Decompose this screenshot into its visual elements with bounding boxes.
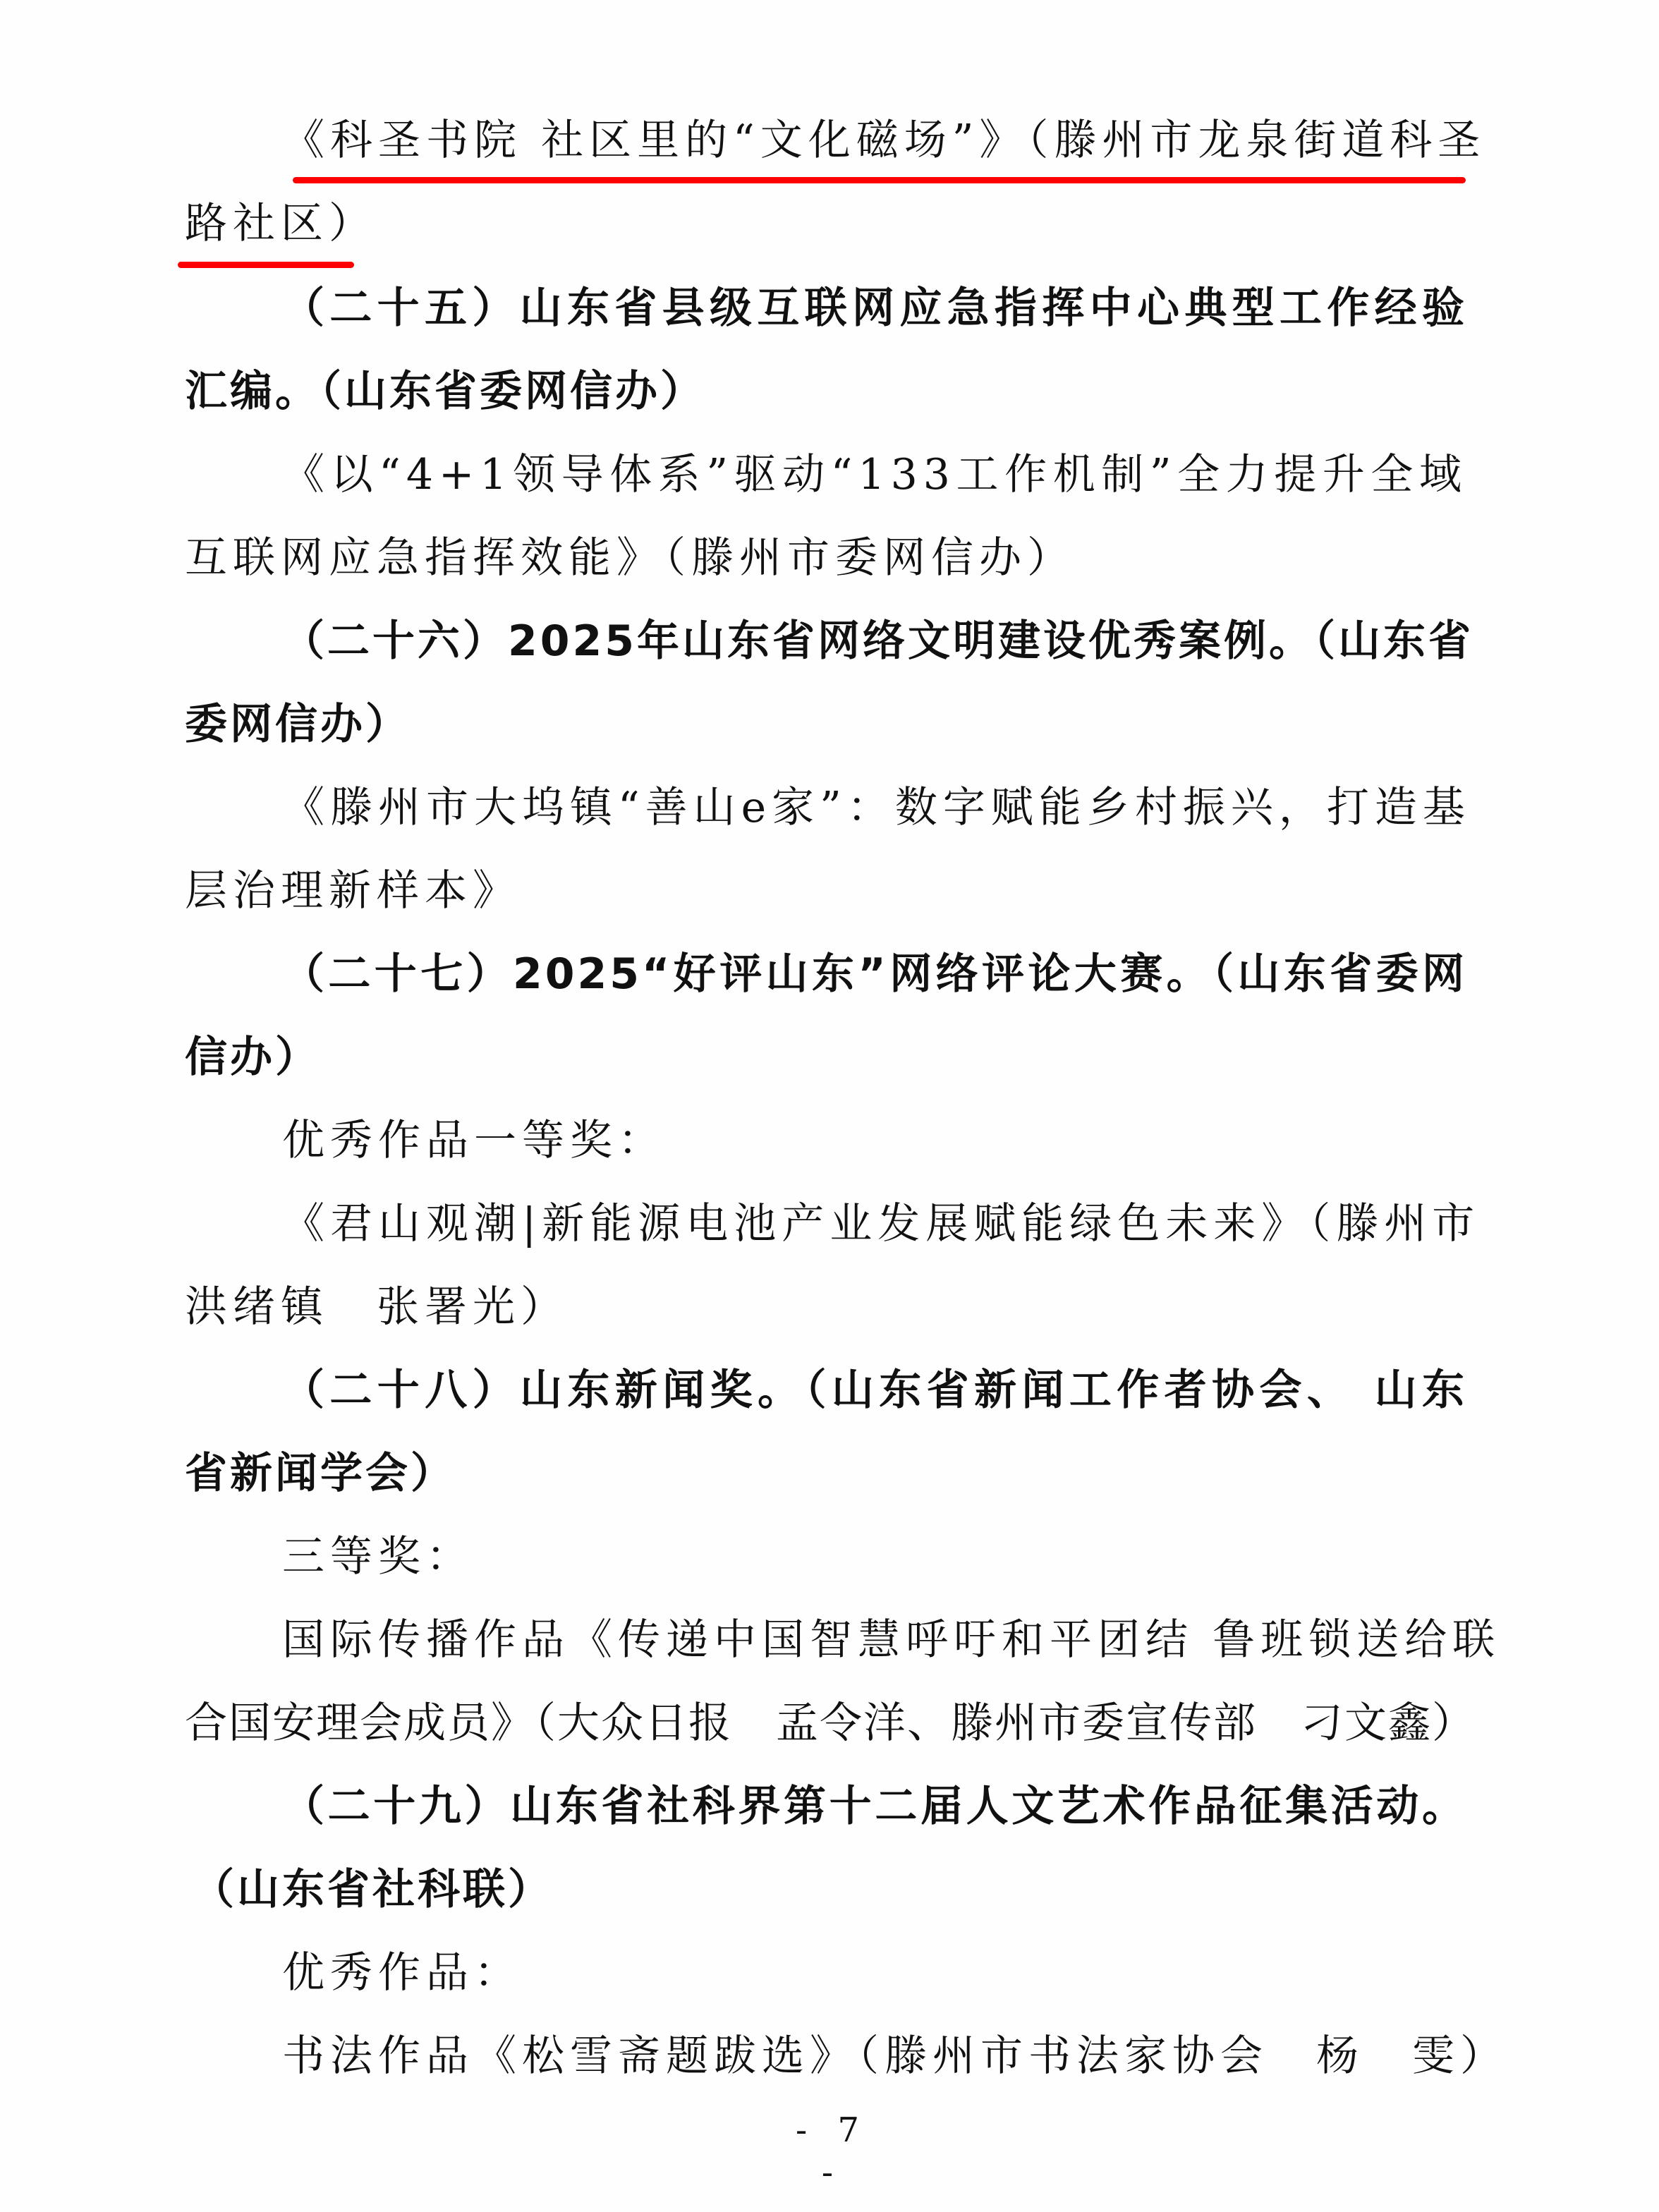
entry-title-kesheng-academy: 《科圣书院 社区里的“文化磁场”》（滕州市龙泉街道科圣	[282, 116, 1486, 165]
entry-source-kesheng-community: 路社区）	[185, 199, 377, 248]
section-heading-27: （二十七）2025“好评山东”网络评论大赛。（山东省委网	[282, 949, 1467, 999]
section-heading-26-cont: 委网信办）	[185, 700, 411, 749]
entry-title-4plus1: 《以“4+1领导体系”驱动“133工作机制”全力提升全域	[282, 450, 1467, 499]
entry-title-luban-lock-cont: 合国安理会成员》（大众日报 孟令洋、滕州市委宣传部 刁文鑫）	[185, 1699, 1476, 1748]
entry-title-luban-lock: 国际传播作品《传递中国智慧呼吁和平团结 鲁班锁送给联	[282, 1615, 1501, 1665]
section-heading-25: （二十五）山东省县级互联网应急指挥中心典型工作经验	[282, 284, 1467, 333]
section-heading-29-cont: （山东省社科联）	[192, 1865, 553, 1914]
entry-title-songxuezhai: 书法作品《松雪斋题跋选》（滕州市书法家协会 杨 雯）	[282, 2031, 1508, 2081]
section-heading-28-cont: 省新闻学会）	[185, 1449, 456, 1498]
section-heading-27-cont: 信办）	[185, 1033, 320, 1082]
section-heading-25-cont: 汇编。（山东省委网信办）	[185, 367, 705, 416]
entry-title-junshan: 《君山观潮|新能源电池产业发展赋能绿色未来》（滕州市	[282, 1199, 1481, 1248]
section-heading-29: （二十九）山东省社科界第十二届人文艺术作品征集活动。	[282, 1782, 1467, 1831]
section-heading-28: （二十八）山东新闻奖。（山东省新闻工作者协会、 山东	[282, 1366, 1467, 1415]
entry-title-shanshan-ejia: 《滕州市大坞镇“善山e家”：数字赋能乡村振兴，打造基	[282, 783, 1471, 832]
page-number: - 7 -	[795, 2110, 869, 2192]
entry-title-shanshan-ejia-cont: 层治理新样本》	[185, 866, 521, 916]
entry-title-junshan-cont: 洪绪镇 张署光）	[185, 1282, 569, 1332]
award-level-excellent: 优秀作品：	[282, 1948, 522, 1998]
award-level-third-prize: 三等奖：	[282, 1532, 474, 1581]
entry-title-4plus1-cont: 互联网应急指挥效能》（滕州市委网信办）	[185, 533, 1075, 583]
section-heading-26: （二十六）2025年山东省网络文明建设优秀案例。（山东省	[282, 616, 1473, 666]
award-level-first-prize: 优秀作品一等奖：	[282, 1116, 666, 1165]
